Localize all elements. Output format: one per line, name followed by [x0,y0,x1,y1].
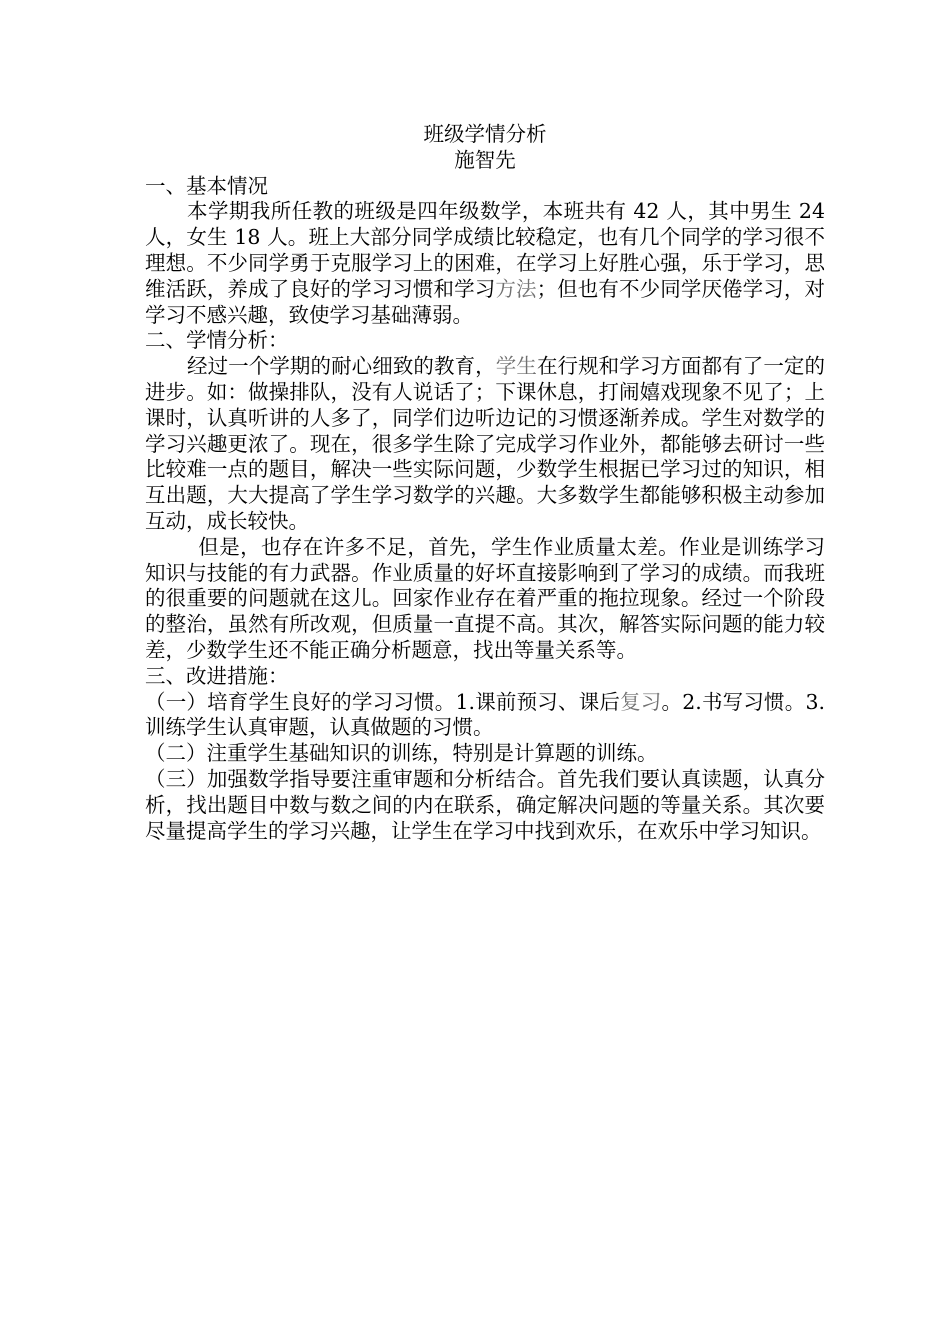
paragraph-text: 本学期我所任教的班级是四年级数学，本班共有 42 人，其中男生 24 人，女生 18 人。班上大部分同学成绩比较稳定，也有几个同学的学习很不理想。不少同学勇于克服学习上的困难，在学习上好胜心强，乐于学习，思维活跃，养成了良好的学习习惯和学习 [145,199,825,301]
section-heading-analysis: 二、学情分析： [145,328,289,353]
measure-item-3: （三）加强数学指导要注重审题和分析结合。首先我们要认真读题，认真分析，找出题目中数与数之间的内在联系，确定解决问题的等量关系。其次要尽量提高学生的学习兴趣，让学生在学习中找到欢乐，在欢乐中学习知识。 [145,766,825,843]
document-page [145,122,825,844]
section-heading-measures: 三、改进措施： [145,663,289,688]
paragraph-text: ；但也有不少同学厌倦学习，对学习不感兴趣，致使学习基础薄弱。 [145,276,825,327]
paragraph-analysis-shortcomings: 但是，也存在许多不足，首先，学生作业质量太差。作业是训练学习知识与技能的有力武器。作业质量的好坏直接影响到了学习的成绩。而我班的很重要的问题就在这儿。回家作业存在着严重的拖拉现象。经过一个阶段的整治，虽然有所改观，但质量一直提不高。其次，解答实际问题的能力较差，少数学生还不能正确分析题意，找出等量关系等。 [145,534,825,662]
paragraph-analysis-progress [145,354,825,535]
paragraph-text: 在行规和学习方面都有了一定的进步。如：做操排队，没有人说话了；下课休息，打闹嬉戏现象不见了；上课时，认真听讲的人多了，同学们边听边记的习惯逐渐养成。学生对数学的学习兴趣更浓了。现在，很多学生除了完成学习作业外，都能够去研讨一些比较难一点的题目，解决一些实际问题，少数学生根据已学习过的知识，相互出题，大大提高了学生学习数学的兴趣。大多数学生都能够积极主动参加互动，成长较快。 [145,354,826,533]
document-title: 班级学情分析 [423,122,547,146]
measure-item-1 [145,690,825,742]
paragraph-link-text: 方法 [495,276,537,301]
paragraph-basic-situation [145,199,825,328]
section-heading-basic: 一、基本情况 [145,173,268,198]
document-author: 施智先 [454,147,516,172]
paragraph-text: 经过一个学期的耐心细致的教育， [187,354,496,379]
paragraph-text: （一）培育学生良好的学习习惯。1.课前预习、课后 [145,689,621,714]
paragraph-link-text: 复习 [620,689,662,714]
measure-item-2: （二）注重学生基础知识的训练，特别是计算题的训练。 [145,741,658,766]
paragraph-text: 。2.书写习惯。3.训练学生认真审题，认真做题的习惯。 [145,689,826,740]
paragraph-link-text: 学生 [495,354,537,379]
